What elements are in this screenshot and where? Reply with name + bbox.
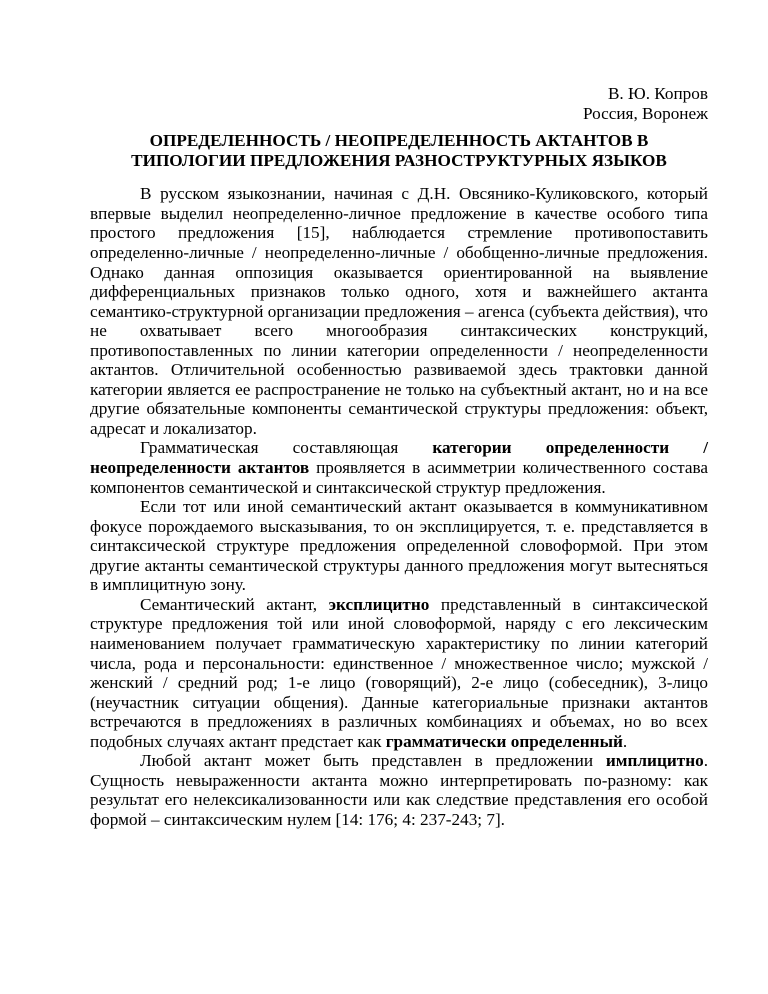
paragraph-text: В русском языкознании, начиная с Д.Н. Овсянико-Куликовского, который впервые выделил неопределенно-личное предложение в качестве особого типа простого предложения [15], наблюдается стремление противопоставить определенно-личные / неопределенно-личные / обобщенно-личные предложения. Однако данная оппозиция оказывается ориентированной на выявление дифференциальных признаков только одного, хотя и важнейшего актанта семантико-структурной организации предложения – агенса (субъекта действия), что не охватывает всего многообразия синтаксических конструкций, противопоставленных по линии категории определенности / неопределенности актантов. Отличительной особенностью развиваемой здесь трактовки данной категории является ее распространение не только на субъектный актант, но и на все другие обязательные компоненты семантической структуры предложения: объект, адресат и локализатор. (90, 184, 708, 438)
paragraph-3 (90, 497, 708, 595)
paragraph-text: проявляется в асимметрии количественного состава компонентов семантической и синтаксической структур предложения. (90, 458, 708, 497)
paragraph-text: Любой актант может быть представлен в предложении (140, 751, 606, 771)
article-title (90, 131, 708, 170)
bold-term: грамматически определенный (385, 731, 623, 751)
article-body (90, 184, 708, 829)
document-page (90, 84, 708, 829)
paragraph-text: Грамматическая составляющая (140, 438, 433, 458)
paragraph-text: представленный в синтаксической структуре предложения той или иной словоформой, наряду с его лексическим наименованием получает грамматическую характеристику по линии категорий числа, рода и персональности: единственное / множественное число; мужской / женский / средний род; 1-е лицо (говорящий), 2-е лицо (собеседник), 3-лицо (неучастник ситуации общения). Данные категориальные признаки актантов встречаются в предложениях в различных комбинациях и объемах, но во всех подобных случаях актант предстает как (90, 594, 708, 751)
paragraph-2 (90, 438, 708, 497)
paragraph-text: . Сущность невыраженности актанта можно интерпретировать по-разному: как результат его нелексикализованности или как следствие представления его особой формой – синтаксическим нулем [14: 176; 4: 237-243; 7]. (90, 751, 708, 829)
article-title-line-1: ОПРЕДЕЛЕННОСТЬ / НЕОПРЕДЕЛЕННОСТЬ АКТАНТОВ В (149, 131, 649, 151)
bold-term: эксплицитно (328, 594, 430, 614)
paragraph-text: Если тот или иной семантический актант оказывается в коммуникативном фокусе порождаемого высказывания, то он эксплицируется, т. е. представляется в синтаксической структуре предложения определенной словоформой. При этом другие актанты семантической структуры данного предложения могут вытесняться в имплицитную зону. (90, 497, 708, 595)
paragraph-1 (90, 184, 708, 438)
bold-term: имплицитно (605, 751, 704, 771)
article-title-line-2: ТИПОЛОГИИ ПРЕДЛОЖЕНИЯ РАЗНОСТРУКТУРНЫХ ЯЗЫКОВ (131, 150, 667, 170)
bold-term: категории определенности / неопределенности актантов (90, 438, 709, 478)
author-name: В. Ю. Копров (607, 84, 708, 103)
author-location: Россия, Воронеж (582, 103, 708, 123)
paragraph-text: . (622, 731, 628, 751)
paragraph-5 (90, 751, 708, 829)
paragraph-text: Семантический актант, (140, 594, 329, 614)
paragraph-4 (90, 595, 708, 751)
